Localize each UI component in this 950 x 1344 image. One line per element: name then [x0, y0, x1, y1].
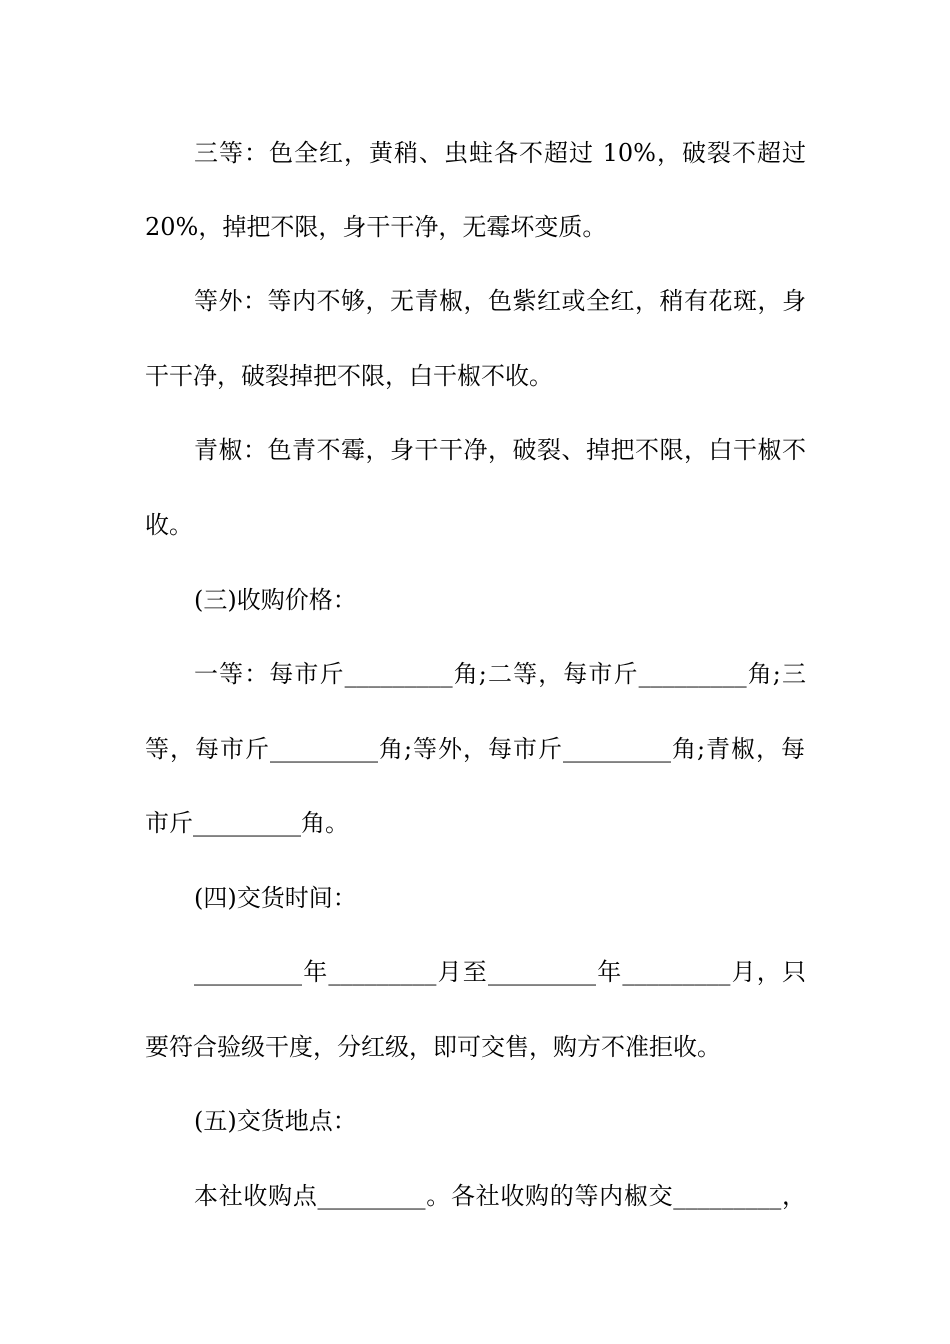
text-line: 要符合验级干度，分红级，即可交售，购方不准拒收。 — [145, 1033, 721, 1061]
section-heading: (三)收购价格： — [194, 586, 357, 614]
text-line: 本社收购点_________。各社收购的等内椒交_________， — [194, 1182, 806, 1210]
text-line: 等外：等内不够，无青椒，色紫红或全红，稍有花斑，身 — [194, 287, 806, 315]
text-line: 青椒：色青不霉，身干干净，破裂、掉把不限，白干椒不 — [194, 436, 806, 464]
text-line: 20%，掉把不限，身干干净，无霉坏变质。 — [145, 213, 607, 241]
text-line: _________年_________月至_________年_________月，只 — [194, 958, 806, 986]
text-line: 一等：每市斤_________角;二等，每市斤_________角;三 — [194, 660, 806, 688]
text-line: 收。 — [145, 511, 193, 539]
text-line: 市斤_________角。 — [145, 809, 349, 837]
text-line: 三等：色全红，黄稍、虫蛀各不超过 10%，破裂不超过 — [194, 139, 806, 167]
text-line: 干干净，破裂掉把不限，白干椒不收。 — [145, 362, 553, 390]
section-heading: (五)交货地点： — [194, 1107, 357, 1135]
section-heading: (四)交货时间： — [194, 884, 357, 912]
text-line: 等，每市斤_________角;等外，每市斤_________角;青椒，每 — [145, 735, 805, 763]
